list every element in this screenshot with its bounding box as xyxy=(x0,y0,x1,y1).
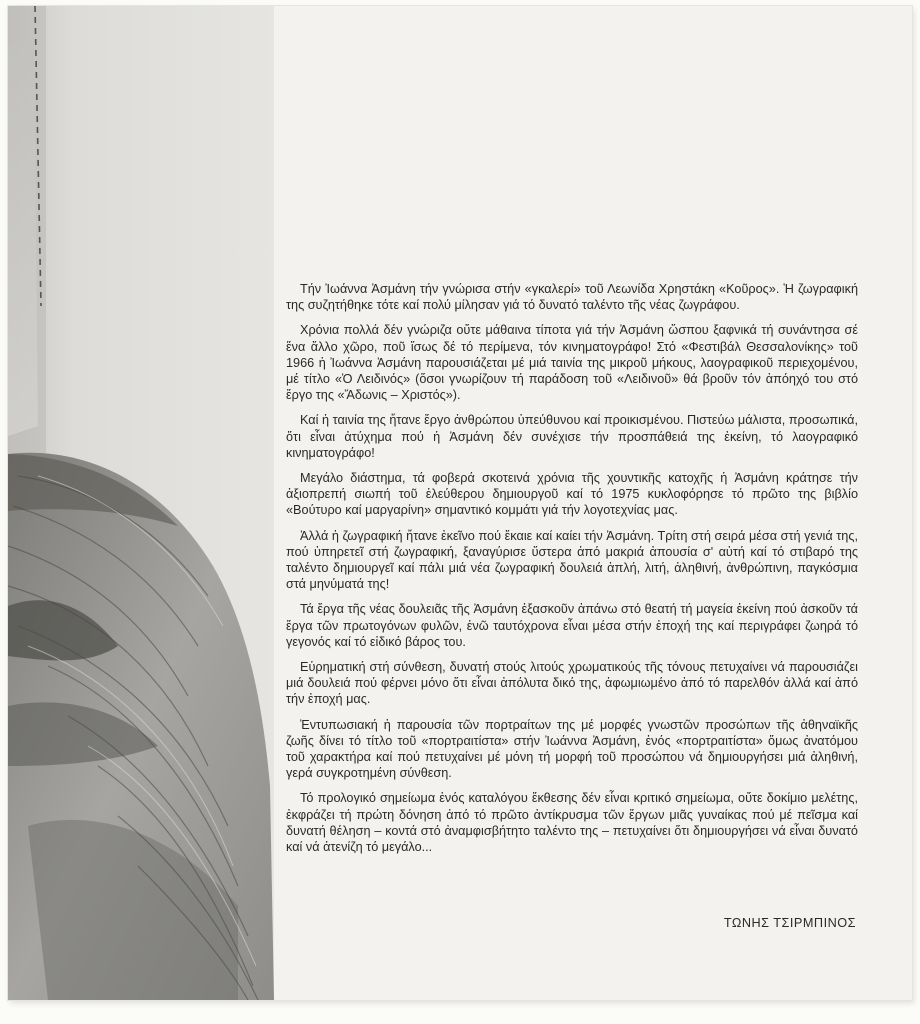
paragraph: Τά ἔργα τῆς νέας δουλειᾶς τῆς Ἀσμάνη ἐξασκοῦν ἀπάνω στό θεατή τή μαγεία ἐκείνη πού ἀσκοῦν τά ἔργα τῶν πρωτογόνων φυλῶν, ἐνῶ ταυτόχρονα εἶναι μέσα στήν ἐποχή της καί περιγράφει ζωηρά τό γεγονός καί τό εἰδικό βάρος του. xyxy=(286,602,858,649)
paragraph: Καί ἡ ταινία της ἤτανε ἔργο ἀνθρώπου ὑπεύθυνου καί προικισμένου. Πιστεύω μάλιστα, προσωπικά, ὅτι εἶναι ἀτύχημα πού ἡ Ἀσμάνη δέν συνέχισε τήν προσπάθειά της ἐκείνη, τό λαογραφικό κινηματογράφο! xyxy=(286,413,858,460)
painting-graphic xyxy=(8,6,274,1000)
paragraph: Χρόνια πολλά δέν γνώριζα οὔτε μάθαινα τίποτα γιά τήν Ἀσμάνη ὥσπου ξαφνικά τή συνάντησα σέ ἕνα ἄλλο χῶρο, ποῦ ἴσως δέ τό περίμενα, τόν κινηματογράφο! Στό «Φεστιβάλ Θεσσαλονίκης» τοῦ 1966 ἡ Ἰωάννα Ἀσμάνη παρουσιάζεται μέ μιά ταινία της μικροῦ μήκους, λαογραφικοῦ περιεχομένου, μέ τίτλο «Ὁ Λειδινός» (ὅσοι γνωρίζουν τή παράδοση τοῦ «Λειδινοῦ» θά βροῦν τόν ἀπόηχό του στό ἔργο της «Ἄδωνις – Χριστός»). xyxy=(286,323,858,403)
paragraph: Τό προλογικό σημείωμα ἑνός καταλόγου ἔκθεσης δέν εἶναι κριτικό σημείωμα, οὔτε δοκίμιο μελέτης, ἐκφράζει τή πρώτη δόνηση ἀπό τό πρῶτο ἀντίκρυσμα τῶν ἔργων μιᾶς γυναίκας πού μέ πεῖσμα καί δυνατή θέληση – κοντά στό ἀναμφισβήτητο ταλέντο της – πετυχαίνει ὅτι δημιουργήσει νά εἶναι δυνατό καί νά ἀτενίζη τό μεγάλο... xyxy=(286,791,858,855)
painting-detail-image xyxy=(8,6,274,1000)
paragraph: Μεγάλο διάστημα, τά φοβερά σκοτεινά χρόνια τῆς χουντικῆς κατοχῆς ἡ Ἀσμάνη κράτησε τήν ἀξιοπρεπή σιωπή τοῦ ἐλεύθερου δημιουργοῦ καί τό 1975 κυκλοφόρησε τό πρῶτο της βιβλίο «Βούτυρο καί μαργαρίνη» σημαντικό κομμάτι γιά τήν λογοτεχνίας μας. xyxy=(286,471,858,518)
foreword-text xyxy=(286,281,858,864)
paragraph: Ἐντυπωσιακή ἡ παρουσία τῶν πορτραίτων της μέ μορφές γνωστῶν προσώπων τῆς ἀθηναϊκῆς ζωῆς δίνει τό τίτλο τοῦ «πορτραιτίστα» στήν Ἰωάννα Ἀσμάνη, ἑνός «πορτραιτίστα» ὅμως ἀνατόμου τοῦ χαρακτήρα καί πού πετυχαίνει μέ μόνη τή μορφή τοῦ προσώπου νά δημιουργήσει μιά ἀληθινή, γερά συγκροτημένη σύνθεση. xyxy=(286,717,858,781)
paragraph: Εὑρηματική στή σύνθεση, δυνατή στούς λιτούς χρωματικούς τῆς τόνους πετυχαίνει νά παρουσιάζει μιά δουλειά πού φέρνει μόνο ὅτι εἶναι ἀπόλυτα δικό της, ἀφωμιωμένο ἀπό τό παρελθόν ἀλλά καί ἀπό τήν ἐποχή μας. xyxy=(286,660,858,707)
author-signature: ΤΩΝΗΣ ΤΣΙΡΜΠΙΝΟΣ xyxy=(723,916,856,930)
catalogue-page xyxy=(8,6,912,1000)
paragraph: Ἀλλά ἡ ζωγραφική ἤτανε ἐκεῖνο πού ἔκαιε καί καίει τήν Ἀσμάνη. Τρίτη στή σειρά μέσα στή γενιά της, πού ὑπηρετεῖ στή ζωγραφική, ξαναγύρισε ὕστερα ἀπό μακριά ἀπουσία σ' αὐτή καί τό στιβαρό της ταλέντο δημιουργεῖ καί πάλι μιά νέα ζωγραφική δουλειά ἁπλή, λιτή, ἀληθινή, ἀνθρώπινη, παγκόσμια στά μηνύματά της! xyxy=(286,528,858,592)
paragraph: Τήν Ἰωάννα Ἀσμάνη τήν γνώρισα στήν «γκαλερί» τοῦ Λεωνίδα Χρηστάκη «Κοῦρος». Ἡ ζωγραφική της συζητήθηκε τότε καί πολύ μίλησαν γιά τό δυνατό ταλέντο τῆς νέας ζωγράφου. xyxy=(286,282,858,313)
